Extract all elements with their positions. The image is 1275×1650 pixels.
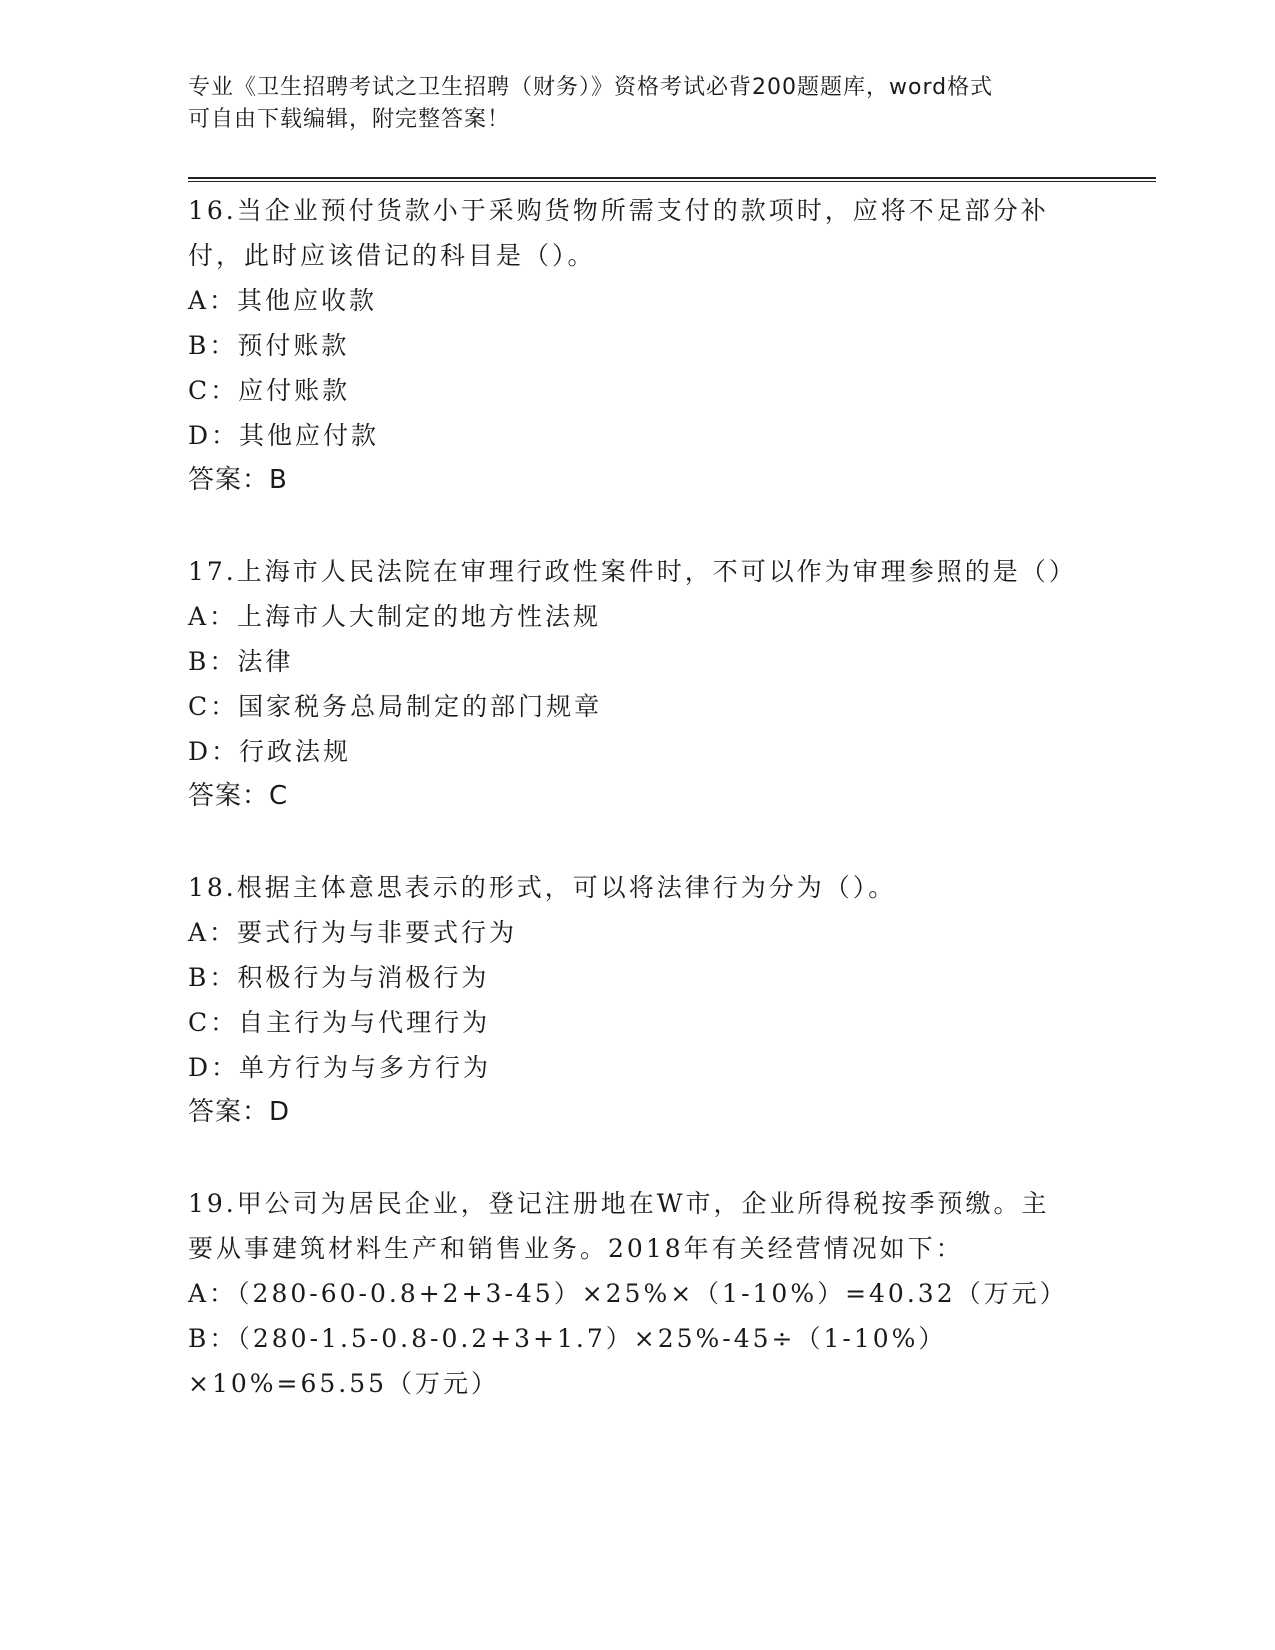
question-list <box>188 188 1077 1406</box>
option-b: B：预付账款 <box>188 331 350 360</box>
question-19 <box>188 1181 1068 1406</box>
option-a: A：其他应收款 <box>188 286 378 315</box>
answer: 答案：D <box>188 1097 291 1127</box>
option-a: A：要式行为与非要式行为 <box>188 918 518 947</box>
question-16 <box>188 188 1068 503</box>
header-line-1: 专业《卫生招聘考试之卫生招聘（财务）》资格考试必背200题题库，word格式 <box>188 75 994 100</box>
option-d: D：其他应付款 <box>188 421 380 450</box>
answer: 答案：C <box>188 781 289 811</box>
option-d: D：单方行为与多方行为 <box>188 1053 492 1082</box>
option-b: B：积极行为与消极行为 <box>188 963 490 992</box>
option-b: B：法律 <box>188 647 294 676</box>
spacer <box>188 819 1068 865</box>
option-b: B：（280-1.5-0.8-0.2+3+1.7）×25%-45÷（1-10%）×10%=65.55（万元） <box>188 1324 947 1398</box>
question-stem: 17.上海市人民法院在审理行政性案件时，不可以作为审理参照的是（） <box>188 557 1077 586</box>
option-a: A：上海市人大制定的地方性法规 <box>188 602 602 631</box>
question-18 <box>188 865 1068 1135</box>
document-header <box>188 72 1068 136</box>
answer: 答案：B <box>188 465 288 495</box>
option-c: C：国家税务总局制定的部门规章 <box>188 692 603 721</box>
header-line-2: 可自由下载编辑，附完整答案！ <box>188 107 511 132</box>
option-d: D：行政法规 <box>188 737 352 766</box>
spacer <box>188 503 1068 549</box>
spacer <box>188 1135 1068 1181</box>
question-stem: 18.根据主体意思表示的形式，可以将法律行为分为（）。 <box>188 873 897 902</box>
question-stem: 19.甲公司为居民企业，登记注册地在W市，企业所得税按季预缴。主要从事建筑材料生产和销售业务。2018年有关经营情况如下： <box>188 1189 1050 1263</box>
option-c: C：自主行为与代理行为 <box>188 1008 491 1037</box>
question-17 <box>188 549 1077 819</box>
header-divider <box>188 177 1156 182</box>
option-c: C：应付账款 <box>188 376 351 405</box>
option-a: A：（280-60-0.8+2+3-45）×25%×（1-10%）=40.32（万元） <box>188 1279 1068 1308</box>
question-stem: 16.当企业预付货款小于采购货物所需支付的款项时，应将不足部分补付，此时应该借记的科目是（）。 <box>188 196 1049 270</box>
